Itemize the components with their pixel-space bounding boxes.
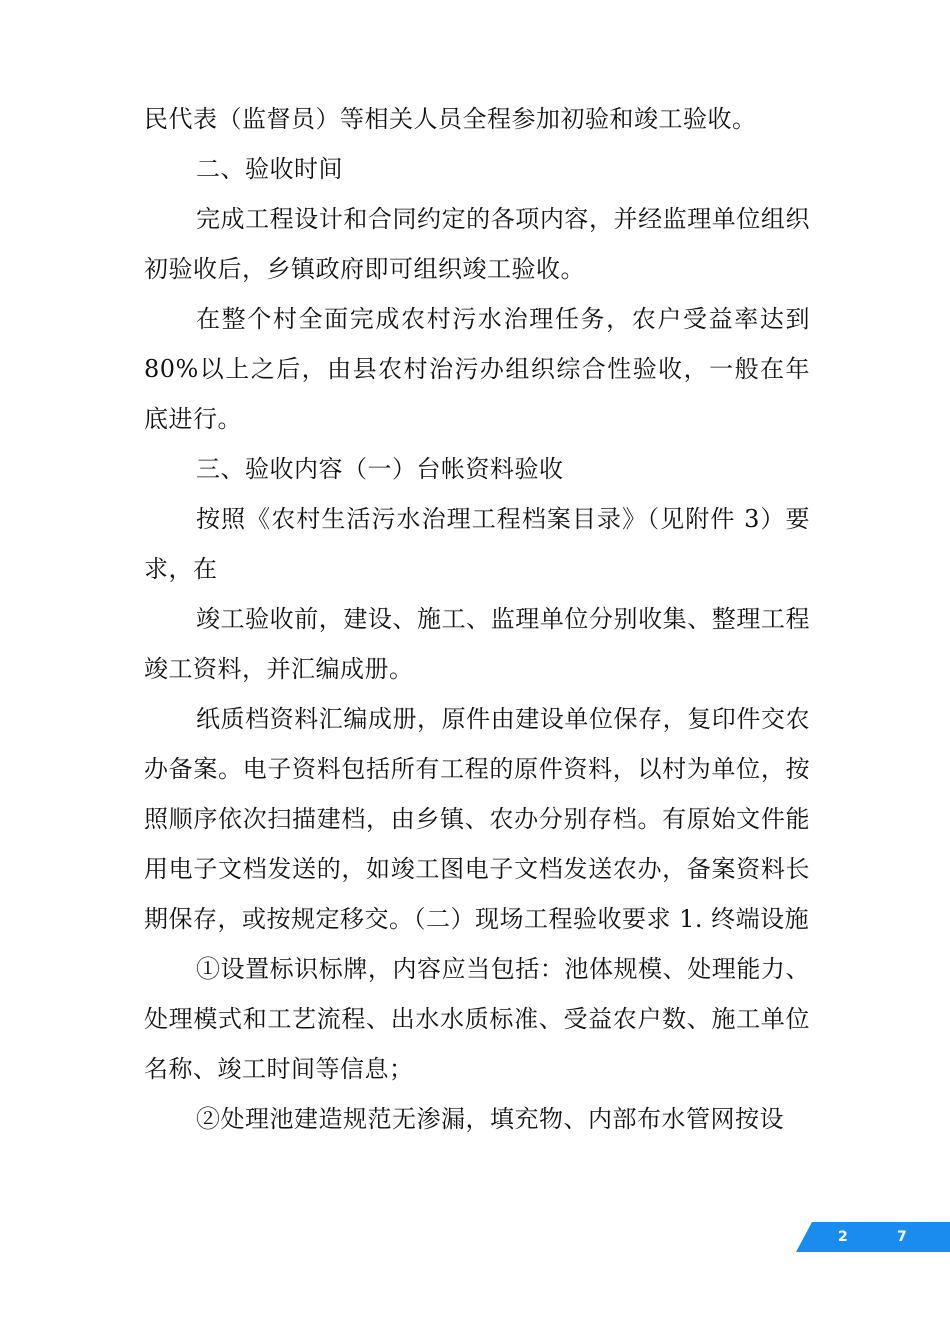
section-heading-acceptance-content: 三、验收内容（一）台帐资料验收 [196, 455, 564, 483]
paragraph-3: 完成工程设计和合同约定的各项内容，并经监理单位组织初验收后，乡镇政府即可组织竣工验收。 [144, 205, 810, 283]
paragraph-7: 竣工验收前，建设、施工、监理单位分别收集、整理工程竣工资料，并汇编成册。 [144, 605, 810, 683]
page-number-total: 7 [897, 1229, 907, 1245]
section-heading-acceptance-time: 二、验收时间 [196, 155, 343, 183]
paragraph-8: 纸质档资料汇编成册，原件由建设单位保存，复印件交农办备案。电子资料包括所有工程的原件资料，以村为单位，按照顺序依次扫描建档，由乡镇、农办分别存档。有原始文件能用电子文档发送的，如竣工图电子文档发送农办，备案资料长期保存，或按规定移交。（二）现场工程验收要求 1. 终端设施 [144, 705, 810, 933]
paragraph-4: 在整个村全面完成农村污水治理任务，农户受益率达到80%以上之后，由县农村治污办组织综合性验收，一般在年底进行。 [144, 305, 810, 433]
document-body [144, 94, 810, 1144]
page-number-tab [796, 1222, 950, 1252]
paragraph-6: 按照《农村生活污水治理工程档案目录》（见附件 3）要求，在 [144, 505, 810, 583]
page-number-current: 2 [838, 1229, 848, 1245]
paragraph-9: ①设置标识标牌，内容应当包括：池体规模、处理能力、处理模式和工艺流程、出水水质标准、受益农户数、施工单位名称、竣工时间等信息； [144, 955, 810, 1083]
paragraph-1: 民代表（监督员）等相关人员全程参加初验和竣工验收。 [144, 105, 757, 133]
paragraph-10: ②处理池建造规范无渗漏，填充物、内部布水管网按设 [196, 1105, 784, 1133]
